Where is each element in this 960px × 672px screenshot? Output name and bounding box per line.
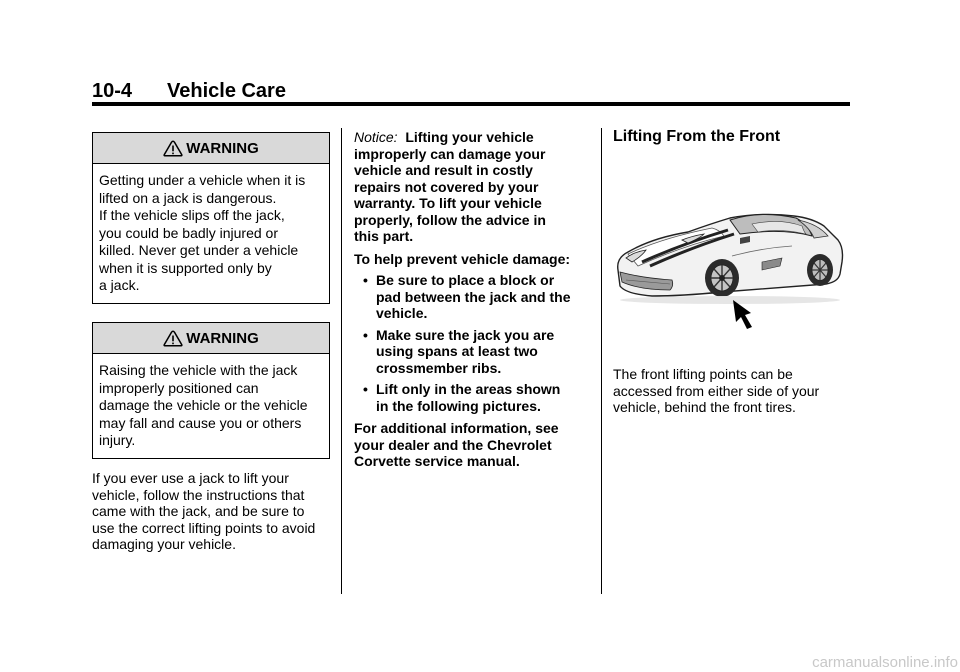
bullet-line: Make sure the jack you are (376, 326, 555, 343)
warning-title-1: WARNING (186, 139, 259, 157)
lift-point-arrow-icon (733, 300, 752, 329)
warning-icon (163, 330, 183, 347)
bullet-line: crossmember ribs. (376, 359, 502, 376)
paragraph-line: came with the jack, and be sure to (92, 503, 305, 519)
warning-text-2 (93, 354, 329, 458)
column-divider-2 (601, 128, 602, 594)
warning2-line: improperly positioned can (99, 379, 259, 396)
warning-header-2 (93, 323, 329, 354)
bullet-icon: • (363, 326, 368, 343)
bullet-line: vehicle. (376, 305, 428, 321)
caption-line: accessed from either side of your (613, 382, 820, 399)
prevent-intro-text: To help prevent vehicle damage: (354, 251, 571, 267)
column-divider-1 (341, 128, 342, 594)
bullet-line: Be sure to place a block or (376, 272, 555, 288)
notice-line: this part. (354, 228, 414, 244)
section-title-header: Vehicle Care (167, 80, 286, 102)
bullet-line: in the following pictures. (376, 397, 541, 414)
caption-line: vehicle, behind the front tires. (613, 399, 796, 415)
warning1-line: when it is supported only by (99, 259, 272, 276)
warning2-line: injury. (99, 432, 136, 448)
prevent-damage-intro (354, 251, 590, 268)
bullet-icon: • (363, 272, 368, 288)
additional-line: your dealer and the Chevrolet (354, 436, 552, 453)
paragraph-line: If you ever use a jack to lift your (92, 470, 289, 486)
notice-label: Notice: (354, 129, 398, 145)
additional-info (354, 420, 590, 470)
section-heading: Lifting From the Front (613, 128, 781, 145)
footer-watermark: carmanualsonline.info (812, 654, 958, 671)
list-item (354, 381, 590, 414)
warning1-line: If the vehicle slips off the jack, (99, 207, 285, 223)
notice-line: repairs not covered by your (354, 178, 539, 195)
warning-text-1 (93, 164, 329, 303)
vehicle-front-lift-illustration (612, 200, 852, 340)
page-header (92, 80, 286, 103)
warning-title-2: WARNING (186, 329, 259, 347)
bullet-icon: • (363, 381, 368, 397)
notice-line: Lifting your vehicle (405, 129, 534, 145)
warning1-line: lifted on a jack is dangerous. (99, 189, 277, 206)
warning-box-2 (92, 322, 330, 459)
list-item (354, 327, 590, 377)
warning1-line: Getting under a vehicle when it is (99, 172, 306, 188)
notice-line: warranty. To lift your vehicle (354, 195, 542, 211)
warning-header-1 (93, 133, 329, 164)
header-rule (92, 102, 850, 106)
prevent-damage-list (354, 272, 590, 419)
front-lift-caption (613, 366, 849, 416)
paragraph-line: vehicle, follow the instructions that (92, 486, 305, 503)
bullet-line: using spans at least two (376, 343, 538, 359)
notice-block (354, 129, 590, 245)
warning-icon (163, 140, 183, 157)
page-number: 10-4 (92, 80, 133, 102)
warning1-line: you could be badly injured or (99, 224, 279, 241)
notice-line: properly, follow the advice in (354, 211, 546, 228)
warning1-line: a jack. (99, 277, 140, 293)
warning2-line: may fall and cause you or others (99, 414, 302, 431)
bullet-line: pad between the jack and the (376, 288, 571, 305)
paragraph-line: damaging your vehicle. (92, 536, 236, 552)
list-item (354, 272, 590, 322)
notice-line: vehicle and result in costly (354, 162, 533, 178)
paragraph-line: use the correct lifting points to avoid (92, 519, 316, 536)
jack-instructions-paragraph (92, 470, 332, 553)
caption-line: The front lifting points can be (613, 366, 793, 382)
notice-line: improperly can damage your (354, 145, 546, 162)
warning-box-1 (92, 132, 330, 304)
additional-line: For additional information, see (354, 420, 559, 436)
additional-line: Corvette service manual. (354, 453, 520, 469)
bullet-line: Lift only in the areas shown (376, 381, 561, 397)
warning2-line: damage the vehicle or the vehicle (99, 397, 308, 413)
warning1-line: killed. Never get under a vehicle (99, 242, 299, 258)
warning2-line: Raising the vehicle with the jack (99, 362, 298, 378)
